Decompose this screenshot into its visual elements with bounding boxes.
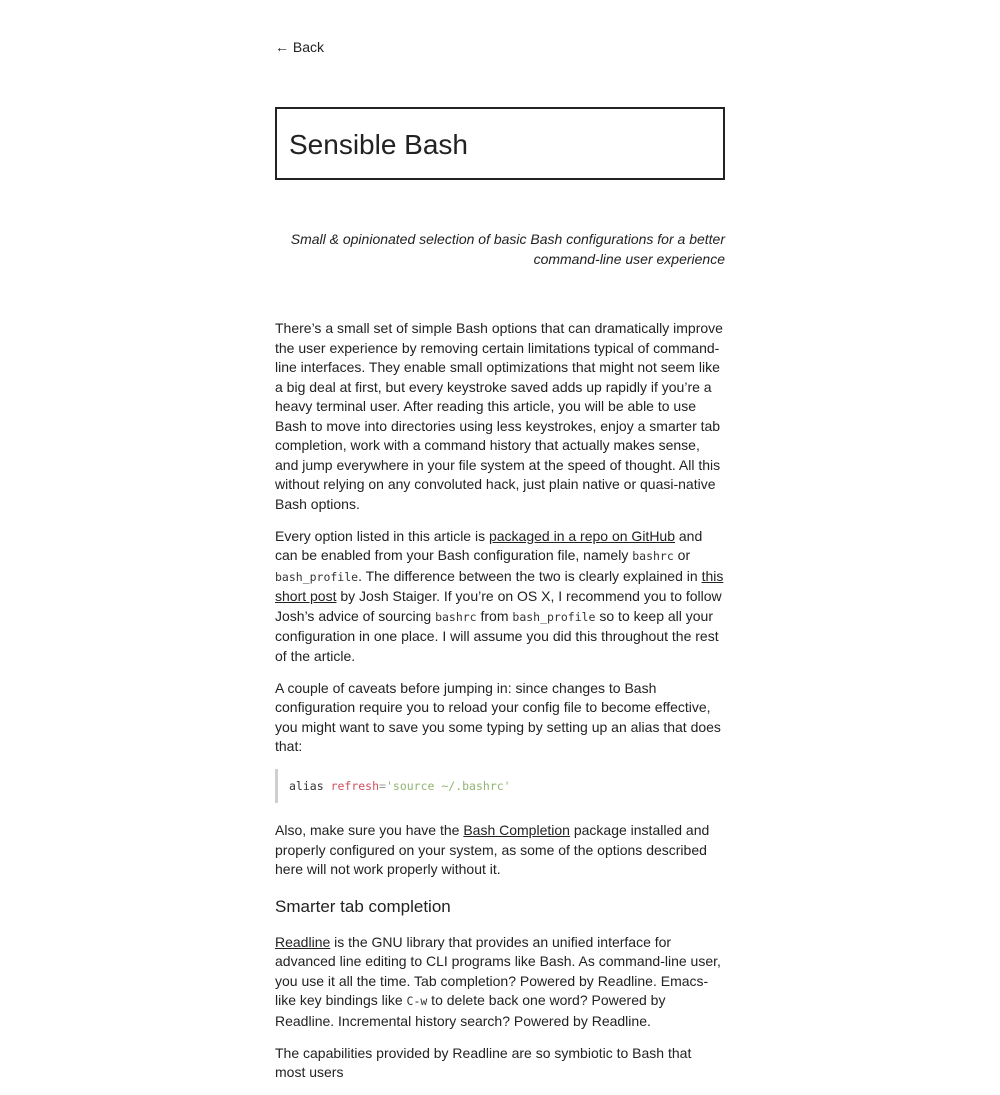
page-title: Sensible Bash [289, 129, 469, 160]
inline-code-cw: C-w [406, 994, 428, 1008]
text: to delete back one word? Powered by Readline. Incremental history search? Powered by Readline. [275, 992, 666, 1029]
code-operator: = [379, 779, 386, 793]
inline-code-bash-profile: bash_profile [275, 569, 359, 584]
readline-paragraph [275, 933, 725, 1032]
bash-completion-link[interactable]: Bash Completion [463, 822, 570, 838]
short-post-link[interactable]: this short post [275, 567, 724, 604]
text: or [673, 547, 691, 563]
title-box [275, 107, 725, 180]
text: is the GNU library that provides an unified interface for advanced line editing to CLI programs like Bash. As command-line user, you use it all the time. Tab completion? Powered by Readline. Emacs-like key bindings like [275, 933, 721, 1008]
github-repo-link[interactable]: packaged in a repo on GitHub [488, 527, 675, 544]
intro-paragraph: There’s a small set of simple Bash options that can dramatically improve the user experience by removing certain limitations typical of command-line interfaces. They enable small optimizations that might not seem like a big deal at first, but every keystroke saved adds up rapidly if you’re a heavy terminal user. After reading this article, you will be able to use Bash to move into directories using less keystrokes, enjoy a smarter tab completion, work with a command history that actually makes sense, and jump everywhere in your file system at the speed of thought. All this without relying on any convoluted hack, just plain native or quasi-native Bash options. [275, 320, 723, 512]
text: from [476, 607, 513, 624]
text: by Josh Staiger. If you’re on OS X, I recommend you to follow Josh’s advice of sourcing [275, 588, 722, 624]
code-keyword: alias [289, 779, 324, 793]
code-string: 'source ~/.bashrc' [385, 779, 511, 793]
text: so to keep all your configuration in one place. I will assume you did this throughout the rest of the article. [275, 607, 719, 664]
caveats-paragraph: A couple of caveats before jumping in: since changes to Bash configuration require you to reload your config file to become effective, you might want to save you some typing by setting up an alias that does that: [275, 679, 721, 754]
repo-paragraph [275, 527, 725, 667]
page-subtitle: Small & opinionated selection of basic Bash configurations for a better command-line user experience [290, 231, 725, 267]
article-body [275, 319, 725, 1095]
text: Every option listed in this article is [275, 527, 489, 544]
back-link[interactable]: ← Back [275, 39, 325, 55]
code-block [275, 769, 725, 803]
inline-code-bashrc: bashrc [435, 609, 477, 624]
readline-capabilities-paragraph: The capabilities provided by Readline are so symbiotic to Bash that most users [275, 1044, 692, 1080]
text: and can be enabled from your Bash configuration file, namely [275, 527, 703, 563]
readline-link[interactable]: Readline [275, 933, 331, 950]
completion-paragraph [275, 821, 725, 880]
section-heading: Smarter tab completion [275, 896, 451, 916]
text: . The difference between the two is clearly explained in [358, 567, 702, 584]
code-alias-name: refresh [330, 779, 380, 793]
inline-code-bash-profile: bash_profile [512, 609, 596, 624]
text: package installed and properly configured on your system, as some of the options described here will not work properly without it. [275, 822, 710, 877]
inline-code-bashrc: bashrc [632, 549, 674, 563]
text: Also, make sure you have the [275, 822, 464, 838]
